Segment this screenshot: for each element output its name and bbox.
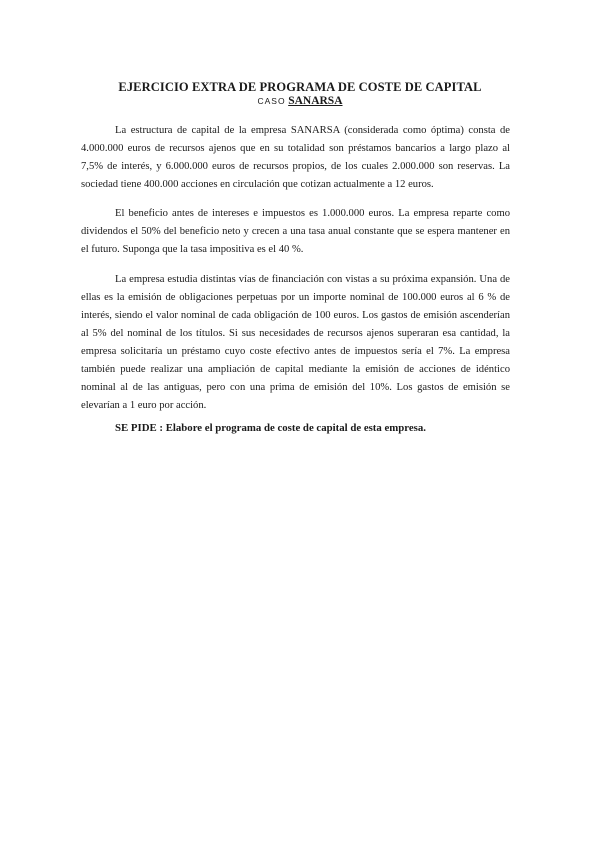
task-statement: SE PIDE : Elabore el programa de coste de capital de esta empresa. — [115, 422, 426, 434]
subtitle-company-name: SANARSA — [288, 95, 343, 107]
paragraph-text: El beneficio antes de intereses e impuestos es 1.000.000 euros. La empresa reparte como dividendos el 50% del beneficio neto y crecen a una tasa anual constante que se espera mantener en el futuro. Suponga que la tasa impositiva es el 40 %. — [81, 208, 510, 255]
paragraph-earnings — [81, 205, 510, 259]
paragraph-text: La empresa estudia distintas vías de financiación con vistas a su próxima expansión. Una de ellas es la emisión de obligaciones perpetuas por un importe nominal de 100.000 euros al 6 % de interés, siendo el valor nominal de cada obligación de 100 euros. Los gastos de emisión ascenderían al 5% del nominal de los títulos. Si sus necesidades de recursos ajenos superaran esa cantidad, la empresa solicitaría un préstamo cuyo coste efectivo antes de impuestos sería el 7%. La empresa también puede realizar una ampliación de capital mediante la emisión de acciones de idéntico nominal al de las antiguas, pero con una prima de emisión del 10%. Los gastos de emisión se elevarían a 1 euro por acción. — [81, 274, 510, 411]
document-subtitle — [0, 95, 600, 107]
document-title: EJERCICIO EXTRA DE PROGRAMA DE COSTE DE CAPITAL — [118, 80, 482, 94]
paragraph-capital-structure — [81, 122, 510, 194]
subtitle-prefix: CASO — [257, 96, 286, 106]
paragraph-financing — [81, 271, 510, 415]
paragraph-text: La estructura de capital de la empresa SANARSA (considerada como óptima) consta de 4.000.000 euros de recursos ajenos que en su totalidad son préstamos bancarios a largo plazo al 7,5% de interés, y 6.000.000 euros de recursos propios, de los cuales 2.000.000 son reservas. La sociedad tiene 400.000 acciones en circulación que cotizan actualmente a 12 euros. — [81, 125, 510, 190]
